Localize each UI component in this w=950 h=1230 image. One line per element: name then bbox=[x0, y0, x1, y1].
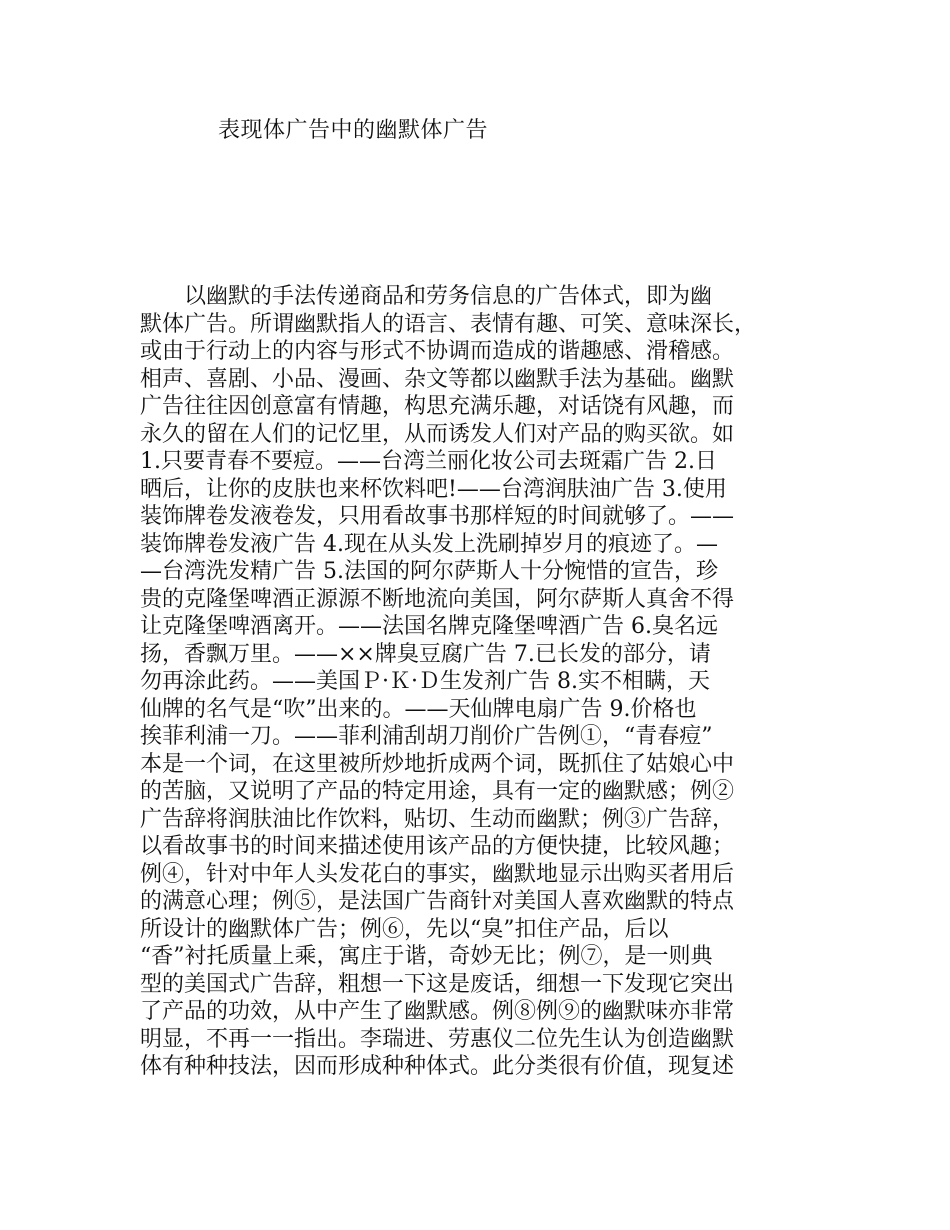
document-body bbox=[140, 283, 824, 1081]
body-line: 所设计的幽默体广告；例⑥，先以“臭”扣住产品，后以 bbox=[140, 916, 669, 942]
body-line: 明显，不再一一指出。李瑞进、劳惠仪二位先生认为创造幽默 bbox=[140, 1026, 735, 1052]
body-line: 本是一个词，在这里被所炒地折成两个词，既抓住了姑娘心中 bbox=[140, 751, 735, 777]
body-line: 型的美国式广告辞，粗想一下这是废话，细想一下发现它突出 bbox=[140, 971, 735, 997]
body-line: 例④，针对中年人头发花白的事实，幽默地显示出购买者用后 bbox=[140, 861, 735, 887]
body-line: 永久的留在人们的记忆里，从而诱发人们对产品的购买欲。如 bbox=[140, 421, 735, 447]
body-line: “香”衬托质量上乘，寓庄于谐，奇妙无比；例⑦，是一则典 bbox=[140, 944, 713, 969]
body-line: 体有种种技法，因而形成种种体式。此分类很有价值，现复述 bbox=[140, 1054, 735, 1079]
body-line: 仙牌的名气是“吹”出来的。——天仙牌电扇广告 9.价格也 bbox=[140, 696, 697, 722]
body-line: 以看故事书的时间来描述使用该产品的方便快捷，比较风趣； bbox=[140, 834, 735, 859]
body-line: 的苦脑，又说明了产品的特定用途，具有一定的幽默感；例② bbox=[140, 779, 735, 804]
body-line: 了产品的功效，从中产生了幽默感。例⑧例⑨的幽默味亦非常 bbox=[140, 999, 735, 1024]
body-line: 贵的克隆堡啤酒正源源不断地流向美国，阿尔萨斯人真舍不得 bbox=[140, 586, 735, 612]
body-line: —台湾洗发精广告 5.法国的阿尔萨斯人十分惋惜的宣告，珍 bbox=[140, 559, 718, 584]
body-line: 相声、喜剧、小品、漫画、杂文等都以幽默手法为基础。幽默 bbox=[140, 366, 735, 392]
body-line: 挨菲利浦一刀。——菲利浦刮胡刀削价广告例①，“青春痘” bbox=[140, 724, 713, 749]
body-line: 广告往往因创意富有情趣，构思充满乐趣，对话饶有风趣，而 bbox=[140, 394, 735, 419]
body-line: 的满意心理；例⑤，是法国广告商针对美国人喜欢幽默的特点 bbox=[140, 889, 735, 914]
document-title: 表现体广告中的幽默体广告 bbox=[218, 118, 489, 143]
body-line: 或由于行动上的内容与形式不协调而造成的谐趣感、滑稽感。 bbox=[140, 339, 735, 364]
body-line: 扬，香飘万里。——××牌臭豆腐广告 7.已长发的部分，请 bbox=[140, 641, 711, 667]
body-line: 让克隆堡啤酒离开。——法国名牌克隆堡啤酒广告 6.臭名远 bbox=[140, 614, 718, 639]
body-line: 装饰牌卷发液卷发，只用看故事书那样短的时间就够了。—— bbox=[140, 504, 735, 529]
body-line: 默体广告。所谓幽默指人的语言、表情有趣、可笑、意味深长， bbox=[140, 311, 757, 337]
body-line: 勿再涂此药。——美国Ｐ·Ｋ·Ｄ生发剂广告 8.实不相瞒，天 bbox=[140, 669, 710, 694]
body-line: 晒后，让你的皮肤也来杯饮料吧!——台湾润肤油广告 3.使用 bbox=[140, 476, 727, 502]
body-line: 装饰牌卷发液广告 4.现在从头发上洗刷掉岁月的痕迹了。— bbox=[140, 531, 718, 557]
body-line: 以幽默的手法传递商品和劳务信息的广告体式，即为幽 bbox=[140, 284, 713, 309]
body-line: 1.只要青春不要痘。——台湾兰丽化妆公司去斑霜广告 2.日 bbox=[140, 449, 717, 474]
body-line: 广告辞将润肤油比作饮料，贴切、生动而幽默；例③广告辞， bbox=[140, 806, 735, 832]
